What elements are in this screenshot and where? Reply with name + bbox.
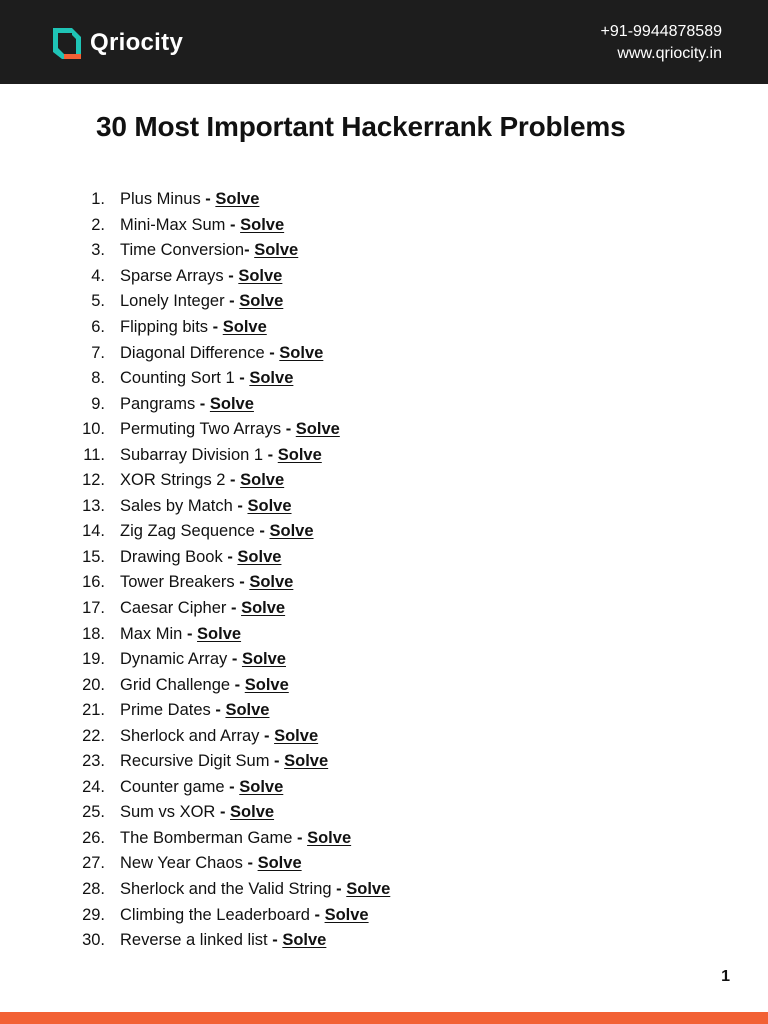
problem-item xyxy=(0,366,768,392)
problem-number: 24. xyxy=(82,777,105,796)
solve-link[interactable]: Solve xyxy=(269,522,314,541)
problem-item xyxy=(0,340,768,366)
problem-name: Pangrams xyxy=(120,394,200,413)
separator-dash: - xyxy=(212,318,223,336)
separator-dash: - xyxy=(228,266,239,285)
problem-number: 3. xyxy=(91,241,105,260)
problem-item xyxy=(0,417,768,443)
problem-name: Grid Challenge xyxy=(120,675,235,694)
separator-dash: - xyxy=(336,880,347,899)
contact-info xyxy=(601,21,722,65)
problem-number: 22. xyxy=(82,726,105,745)
problem-name: Counting Sort 1 xyxy=(120,369,240,388)
solve-link[interactable]: Solve xyxy=(240,215,285,234)
separator-dash: - xyxy=(274,752,285,771)
solve-link[interactable]: Solve xyxy=(284,752,329,771)
problem-item xyxy=(0,902,768,928)
problem-name: Diagonal Difference xyxy=(120,343,270,362)
problem-item xyxy=(0,442,768,468)
solve-link[interactable]: Solve xyxy=(209,394,254,413)
separator-dash: - xyxy=(247,854,258,873)
problem-name: Sum vs XOR xyxy=(120,803,220,822)
solve-link[interactable]: Solve xyxy=(274,726,319,745)
problem-item xyxy=(0,596,768,622)
problem-item xyxy=(0,289,768,315)
problem-name: Climbing the Leaderboard xyxy=(120,905,315,924)
phone-number: +91-9944878589 xyxy=(600,23,722,40)
problem-item xyxy=(0,723,768,749)
solve-link[interactable]: Solve xyxy=(241,599,286,618)
separator-dash: - xyxy=(285,420,296,439)
problem-item xyxy=(0,494,768,520)
problem-item xyxy=(0,187,768,213)
problem-number: 16. xyxy=(82,573,105,592)
problem-list xyxy=(0,187,768,953)
page-number: 1 xyxy=(721,968,730,985)
solve-link[interactable]: Solve xyxy=(307,828,352,847)
problem-name: Drawing Book xyxy=(120,547,228,566)
problem-item xyxy=(0,315,768,341)
problem-number: 2. xyxy=(91,215,105,234)
separator-dash: - xyxy=(269,343,280,362)
problem-name: Recursive Digit Sum xyxy=(120,752,275,771)
separator-dash: - xyxy=(237,496,248,515)
solve-link[interactable]: Solve xyxy=(237,547,282,566)
problem-item xyxy=(0,264,768,290)
separator-dash: - xyxy=(215,701,226,720)
separator-dash: - xyxy=(234,675,245,694)
problem-item xyxy=(0,238,768,264)
problem-number: 20. xyxy=(82,675,105,694)
problem-item xyxy=(0,213,768,239)
solve-link[interactable]: Solve xyxy=(239,292,284,311)
solve-link[interactable]: Solve xyxy=(239,777,284,796)
solve-link[interactable]: Solve xyxy=(324,905,369,924)
problem-number: 21. xyxy=(82,701,105,720)
solve-link[interactable]: Solve xyxy=(279,343,324,362)
problem-name: Dynamic Array xyxy=(120,650,232,669)
problem-item xyxy=(0,468,768,494)
brand-name: Qriocity xyxy=(90,29,184,56)
problem-number: 25. xyxy=(82,803,105,822)
problem-name: Plus Minus xyxy=(120,190,206,209)
separator-dash: - xyxy=(229,777,240,796)
separator-dash: - xyxy=(244,241,255,260)
problem-name: Max Min xyxy=(120,624,187,643)
footer-accent-bar xyxy=(0,1012,768,1024)
problem-name: Lonely Integer xyxy=(120,292,230,311)
problem-name: New Year Chaos xyxy=(120,854,248,873)
problem-item xyxy=(0,800,768,826)
separator-dash: - xyxy=(272,931,283,950)
separator-dash: - xyxy=(186,624,198,643)
problem-item xyxy=(0,826,768,852)
problem-item xyxy=(0,775,768,801)
problem-name: The Bomberman Game xyxy=(120,828,297,847)
separator-dash: - xyxy=(205,190,216,209)
problem-item xyxy=(0,928,768,954)
problem-number: 29. xyxy=(82,905,105,924)
separator-dash: - xyxy=(199,394,210,413)
solve-link[interactable]: Solve xyxy=(282,931,327,950)
problem-name: Caesar Cipher xyxy=(120,599,231,618)
problem-name: XOR Strings 2 xyxy=(120,471,231,490)
problem-number: 5. xyxy=(91,292,105,311)
solve-link[interactable]: Solve xyxy=(346,880,391,899)
problem-number: 30. xyxy=(82,931,105,950)
problem-name: Sparse Arrays xyxy=(120,266,229,285)
problem-number: 23. xyxy=(82,752,105,771)
problem-item xyxy=(0,519,768,545)
problem-name: Sales by Match xyxy=(120,496,238,515)
solve-link[interactable]: Solve xyxy=(247,496,292,515)
solve-link[interactable]: Solve xyxy=(238,266,283,285)
separator-dash: - xyxy=(239,369,250,388)
solve-link[interactable]: Solve xyxy=(222,318,267,336)
solve-link[interactable]: Solve xyxy=(295,420,340,439)
website-link[interactable]: www.qriocity.in xyxy=(617,45,722,62)
solve-link[interactable]: Solve xyxy=(241,650,286,669)
problem-number: 28. xyxy=(82,880,105,899)
problem-number: 26. xyxy=(82,828,105,847)
separator-dash: - xyxy=(219,803,231,822)
solve-link[interactable]: Solve xyxy=(215,190,260,209)
problem-name: Counter game xyxy=(120,777,230,796)
problem-item xyxy=(0,570,768,596)
problem-number: 8. xyxy=(91,369,105,388)
problem-item xyxy=(0,672,768,698)
problem-item xyxy=(0,877,768,903)
problem-number: 1. xyxy=(91,190,105,209)
problem-name: Subarray Division 1 xyxy=(120,445,268,464)
problem-number: 18. xyxy=(82,624,105,643)
qriocity-logo-icon xyxy=(50,25,84,61)
separator-dash: - xyxy=(230,215,241,234)
solve-link[interactable]: Solve xyxy=(197,624,242,643)
solve-link[interactable]: Solve xyxy=(230,803,275,822)
solve-link[interactable]: Solve xyxy=(249,369,294,388)
separator-dash: - xyxy=(297,828,308,847)
page-title: 30 Most Important Hackerrank Problems xyxy=(96,111,626,142)
solve-link[interactable]: Solve xyxy=(277,445,322,464)
separator-dash: - xyxy=(230,599,242,618)
problem-number: 7. xyxy=(91,343,105,362)
solve-link[interactable]: Solve xyxy=(244,675,289,694)
separator-dash: - xyxy=(230,471,241,490)
separator-dash: - xyxy=(264,726,275,745)
separator-dash: - xyxy=(267,445,278,464)
problem-number: 27. xyxy=(82,854,105,873)
problem-number: 13. xyxy=(82,496,105,515)
solve-link[interactable]: Solve xyxy=(257,854,302,873)
problem-name: Time Conversion xyxy=(120,241,245,260)
problem-number: 14. xyxy=(82,522,105,541)
problem-item xyxy=(0,391,768,417)
problem-name: Permuting Two Arrays xyxy=(120,420,286,439)
separator-dash: - xyxy=(229,292,240,311)
problem-number: 15. xyxy=(82,547,105,566)
problem-number: 9. xyxy=(91,394,105,413)
problem-number: 4. xyxy=(91,266,105,285)
solve-link[interactable]: Solve xyxy=(249,573,294,592)
separator-dash: - xyxy=(314,905,325,924)
problem-number: 10. xyxy=(82,420,105,439)
problem-item xyxy=(0,647,768,673)
page-header xyxy=(0,0,768,84)
problem-number: 17. xyxy=(82,599,105,618)
problem-number: 12. xyxy=(82,471,105,490)
problem-name: Mini-Max Sum xyxy=(120,215,231,234)
separator-dash: - xyxy=(259,522,270,541)
problem-name: Prime Dates xyxy=(120,701,216,720)
separator-dash: - xyxy=(231,650,242,669)
problem-number: 6. xyxy=(91,318,105,336)
brand-logo[interactable] xyxy=(50,25,183,61)
separator-dash: - xyxy=(227,547,238,566)
solve-link[interactable]: Solve xyxy=(254,241,299,260)
problem-number: 11. xyxy=(83,445,105,464)
problem-name: Flipping bits xyxy=(120,318,213,336)
problem-name: Tower Breakers xyxy=(120,573,240,592)
problem-name: Sherlock and Array xyxy=(120,726,264,745)
solve-link[interactable]: Solve xyxy=(240,471,285,490)
problem-item xyxy=(0,749,768,775)
problem-name: Zig Zag Sequence xyxy=(120,522,260,541)
problem-name: Reverse a linked list xyxy=(120,931,273,950)
separator-dash: - xyxy=(239,573,250,592)
problem-item xyxy=(0,621,768,647)
problem-item xyxy=(0,851,768,877)
problem-name: Sherlock and the Valid String xyxy=(120,880,337,899)
problem-item xyxy=(0,698,768,724)
problem-number: 19. xyxy=(82,650,105,669)
problem-item xyxy=(0,545,768,571)
solve-link[interactable]: Solve xyxy=(225,701,270,720)
